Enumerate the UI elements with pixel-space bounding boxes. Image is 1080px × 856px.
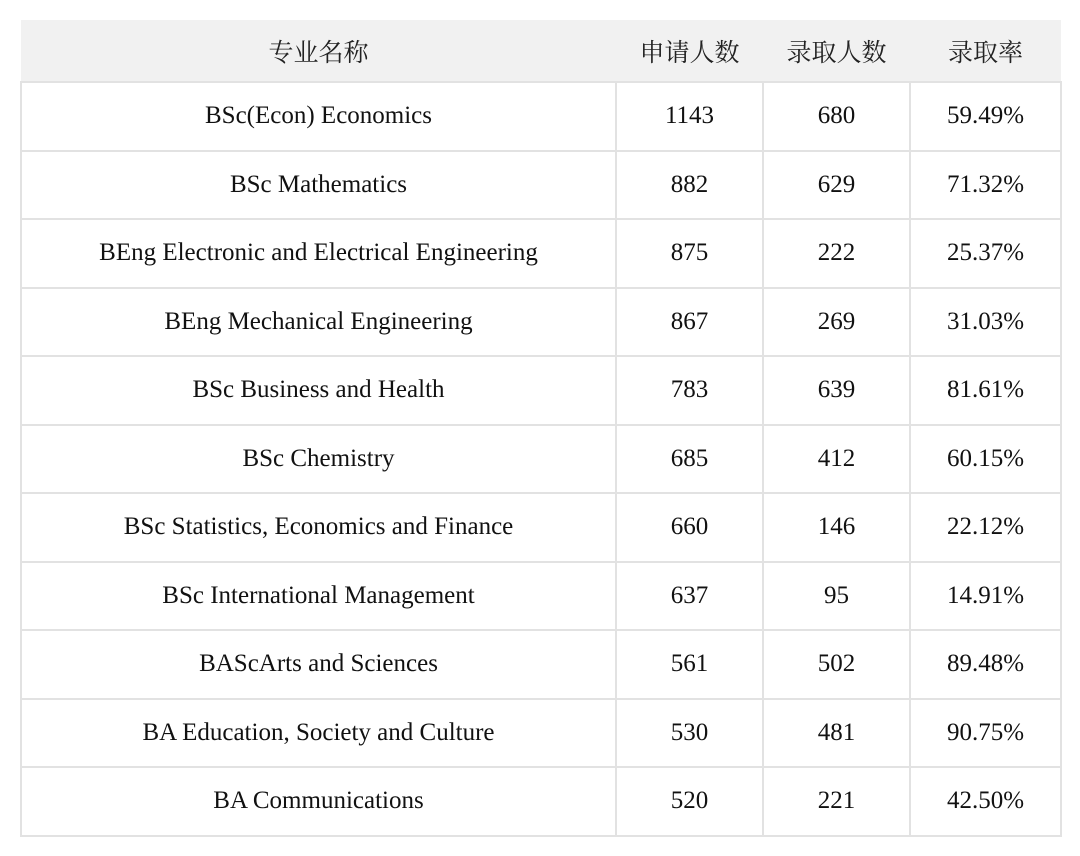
cell-admitted: 221: [763, 767, 910, 836]
cell-program-name: BSc Statistics, Economics and Finance: [21, 493, 616, 562]
cell-applicants: 660: [616, 493, 763, 562]
cell-admitted: 481: [763, 699, 910, 768]
table-row: [21, 219, 1061, 288]
cell-admitted: 629: [763, 151, 910, 220]
table-row: [21, 288, 1061, 357]
header-admission-rate: 录取率: [947, 37, 1023, 67]
cell-admitted: 269: [763, 288, 910, 357]
cell-admitted: 412: [763, 425, 910, 494]
table-row: [21, 151, 1061, 220]
cell-admission-rate: 89.48%: [910, 630, 1061, 699]
header-admitted: 录取人数: [786, 37, 887, 67]
cell-admission-rate: 71.32%: [910, 151, 1061, 220]
cell-admission-rate: 81.61%: [910, 356, 1061, 425]
header-applicants: 申请人数: [639, 37, 740, 67]
table-row: [21, 425, 1061, 494]
cell-program-name: BSc Business and Health: [21, 356, 616, 425]
cell-admission-rate: 31.03%: [910, 288, 1061, 357]
cell-program-name: BEng Electronic and Electrical Engineering: [21, 219, 616, 288]
cell-program-name: BAScArts and Sciences: [21, 630, 616, 699]
cell-applicants: 867: [616, 288, 763, 357]
cell-applicants: 685: [616, 425, 763, 494]
cell-admitted: 222: [763, 219, 910, 288]
cell-admission-rate: 60.15%: [910, 425, 1061, 494]
cell-applicants: 637: [616, 562, 763, 631]
cell-admission-rate: 59.49%: [910, 82, 1061, 151]
table-row: [21, 493, 1061, 562]
cell-applicants: 561: [616, 630, 763, 699]
cell-applicants: 530: [616, 699, 763, 768]
admissions-table: [20, 20, 1062, 837]
cell-admission-rate: 25.37%: [910, 219, 1061, 288]
cell-admitted: 502: [763, 630, 910, 699]
cell-admitted: 146: [763, 493, 910, 562]
cell-program-name: BSc Chemistry: [21, 425, 616, 494]
cell-applicants: 882: [616, 151, 763, 220]
table-row: [21, 630, 1061, 699]
cell-admission-rate: 90.75%: [910, 699, 1061, 768]
table-row: [21, 699, 1061, 768]
cell-program-name: BA Education, Society and Culture: [21, 699, 616, 768]
header-row: [21, 20, 1061, 82]
cell-program-name: BEng Mechanical Engineering: [21, 288, 616, 357]
table-row: [21, 356, 1061, 425]
header-program-name: 专业名称: [268, 37, 369, 67]
cell-admitted: 639: [763, 356, 910, 425]
cell-admitted: 95: [763, 562, 910, 631]
cell-admission-rate: 14.91%: [910, 562, 1061, 631]
cell-program-name: BSc International Management: [21, 562, 616, 631]
table-row: [21, 562, 1061, 631]
cell-applicants: 875: [616, 219, 763, 288]
cell-program-name: BA Communications: [21, 767, 616, 836]
cell-applicants: 520: [616, 767, 763, 836]
cell-program-name: BSc(Econ) Economics: [21, 82, 616, 151]
table-header: [21, 20, 1061, 82]
table-row: [21, 82, 1061, 151]
table-row: [21, 767, 1061, 836]
cell-applicants: 1143: [616, 82, 763, 151]
cell-admitted: 680: [763, 82, 910, 151]
cell-applicants: 783: [616, 356, 763, 425]
cell-program-name: BSc Mathematics: [21, 151, 616, 220]
admissions-table-container: [20, 20, 1060, 837]
cell-admission-rate: 22.12%: [910, 493, 1061, 562]
table-body: [21, 82, 1061, 836]
cell-admission-rate: 42.50%: [910, 767, 1061, 836]
